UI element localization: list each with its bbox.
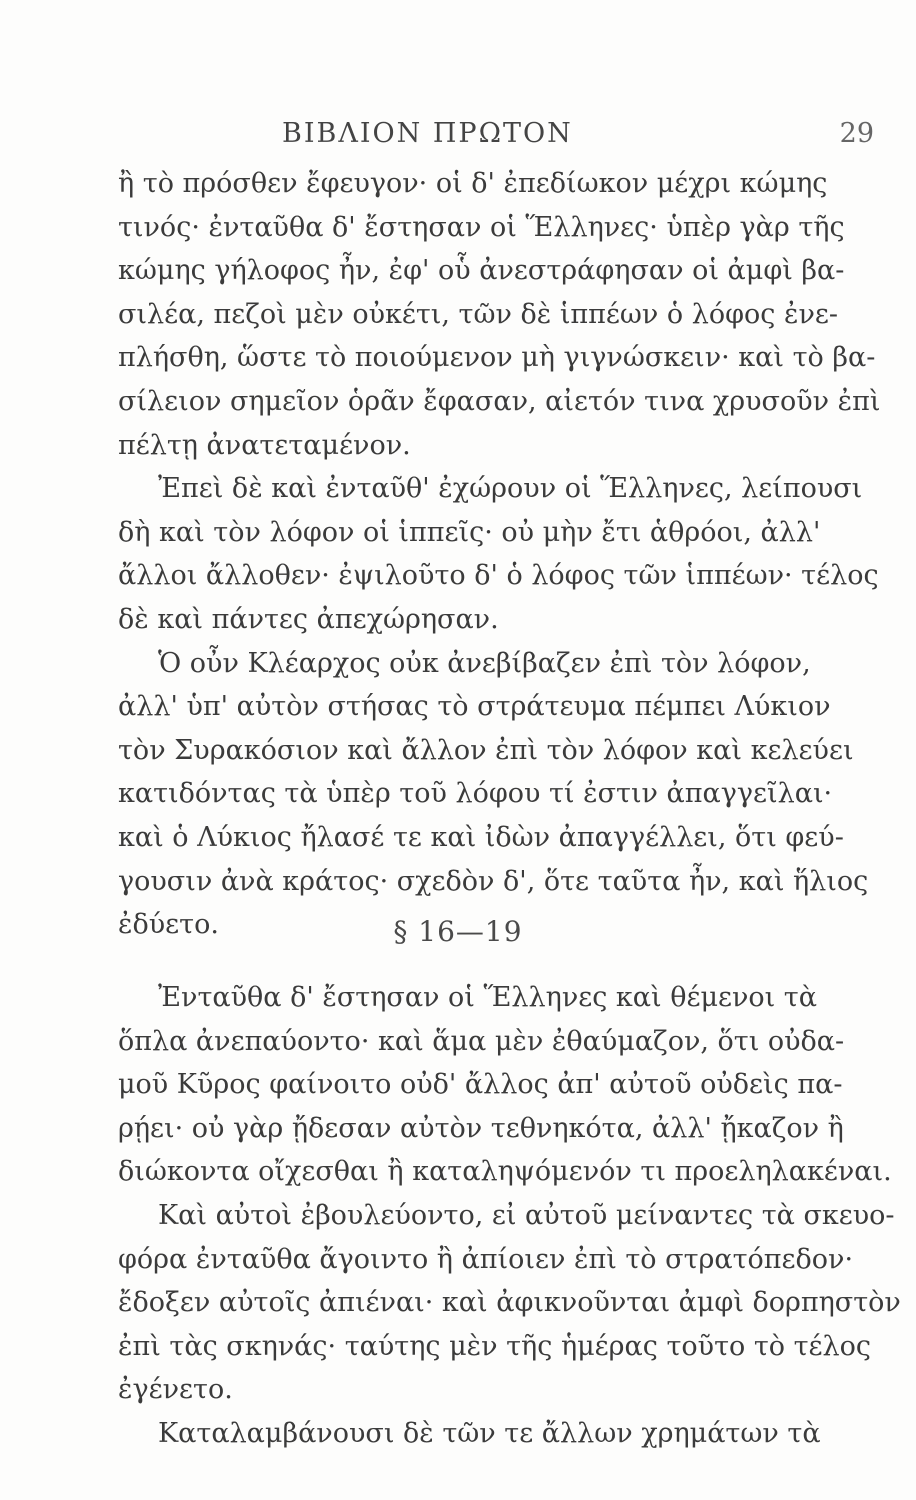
text-line: κατιδόντας τὰ ὑπὲρ τοῦ λόφου τί ἐστιν ἀπαγγεῖλαι· (118, 778, 833, 810)
text-line: δὴ καὶ τὸν λόφον οἱ ἱππεῖς· οὐ μὴν ἔτι ἁθρόοι, ἀλλ' (118, 516, 821, 548)
text-line: πλήσθη, ὥστε τὸ ποιούμενον μὴ γιγνώσκειν· καὶ τὸ βα- (118, 342, 876, 374)
text-line: καὶ ὁ Λύκιος ἤλασέ τε καὶ ἰδὼν ἀπαγγέλλει, ὅτι φεύ- (118, 821, 844, 853)
text-line: ἀλλ' ὑπ' αὐτὸν στήσας τὸ στράτευμα πέμπει Λύκιον (118, 691, 831, 723)
paragraph-start: Καταλαμβάνουσι δὲ τῶν τε ἄλλων χρημάτων τὰ (158, 1417, 821, 1449)
running-title: ΒΙΒΛΙΟΝ ΠΡΩΤΟΝ (282, 118, 573, 149)
text-block-1 (118, 162, 881, 947)
text-line: πέλτῃ ἀνατεταμένον. (118, 429, 411, 461)
paragraph-start: Καὶ αὐτοὶ ἐβουλεύοντο, εἰ αὐτοῦ μείναντες τὰ σκευο- (158, 1199, 895, 1231)
text-line: τὸν Συρακόσιον καὶ ἄλλον ἐπὶ τὸν λόφον καὶ κελεύει (118, 734, 854, 766)
text-line: σιλέα, πεζοὶ μὲν οὐκέτι, τῶν δὲ ἱππέων ὁ λόφος ἐνε- (118, 298, 838, 330)
text-line: γουσιν ἀνὰ κράτος· σχεδὸν δ', ὅτε ταῦτα ἦν, καὶ ἥλιος (118, 865, 869, 897)
text-line: ἐδύετο. (118, 909, 219, 941)
running-head (0, 118, 916, 158)
text-line: τινός· ἐνταῦθα δ' ἔστησαν οἱ Ἕλληνες· ὑπὲρ γὰρ τῆς (118, 211, 845, 243)
text-line: ἄλλοι ἄλλοθεν· ἐψιλοῦτο δ' ὁ λόφος τῶν ἱππέων· τέλος (118, 560, 879, 592)
text-line: ἔδοξεν αὐτοῖς ἀπιέναι· καὶ ἀφικνοῦνται ἀμφὶ δορπηστὸν (118, 1287, 901, 1319)
text-line: κώμης γήλοφος ἦν, ἐφ' οὗ ἀνεστράφησαν οἱ ἀμφὶ βα- (118, 255, 845, 287)
page-number: 29 (839, 118, 874, 149)
text-line: μοῦ Κῦρος φαίνοιτο οὐδ' ἄλλος ἀπ' αὐτοῦ οὐδεὶς πα- (118, 1069, 843, 1101)
text-line: ὅπλα ἀνεπαύοντο· καὶ ἅμα μὲν ἐθαύμαζον, ὅτι οὐδα- (118, 1025, 845, 1057)
text-line: ἢ τὸ πρόσθεν ἔφευγον· οἱ δ' ἐπεδίωκον μέχρι κώμης (118, 168, 828, 199)
text-line: διώκοντα οἴχεσθαι ἢ καταληψόμενόν τι προεληλακέναι. (118, 1156, 892, 1188)
paragraph-start: Ὁ οὖν Κλέαρχος οὐκ ἀνεβίβαζεν ἐπὶ τὸν λόφον, (158, 647, 811, 679)
text-line: ἐπὶ τὰς σκηνάς· ταύτης μὲν τῆς ἡμέρας τοῦτο τὸ τέλος (118, 1330, 872, 1362)
text-line: ρῄει· οὐ γὰρ ᾔδεσαν αὐτὸν τεθνηκότα, ἀλλ' ᾔκαζον ἢ (118, 1112, 844, 1144)
text-line: σίλειον σημεῖον ὁρᾶν ἔφασαν, αἰετόν τινα χρυσοῦν ἐπὶ (118, 385, 881, 417)
text-block-2 (118, 976, 901, 1456)
text-line: ἐγένετο. (118, 1374, 233, 1406)
text-line: δὲ καὶ πάντες ἀπεχώρησαν. (118, 603, 499, 635)
text-line: φόρα ἐνταῦθα ἄγοιντο ἢ ἀπίοιεν ἐπὶ τὸ στρατόπεδον· (118, 1243, 854, 1275)
section-heading: § 16—19 (393, 915, 523, 948)
paragraph-start: Ἐπεὶ δὲ καὶ ἐνταῦθ' ἐχώρουν οἱ Ἕλληνες, λείπουσι (158, 473, 863, 505)
paragraph-start: Ἐνταῦθα δ' ἔστησαν οἱ Ἕλληνες καὶ θέμενοι τὰ (158, 982, 817, 1013)
